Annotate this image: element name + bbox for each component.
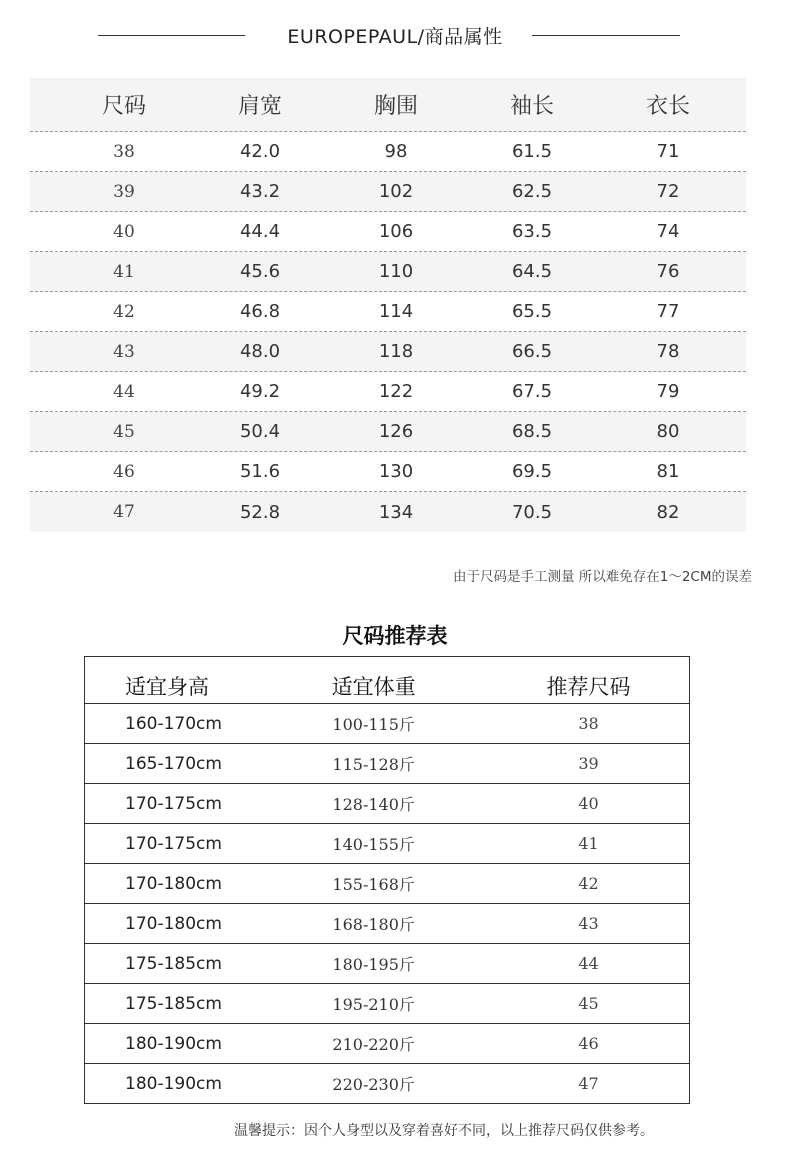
column-header-length: 衣长 xyxy=(645,94,690,119)
cell-shoulder: 52.8 xyxy=(239,501,281,523)
tip-note: 温馨提示：因个人身型以及穿着喜好不同，以上推荐尺码仅供参考。 xyxy=(234,1123,654,1139)
cell-shoulder: 46.8 xyxy=(239,301,281,322)
cell-length: 82 xyxy=(656,501,680,523)
cell-length: 72 xyxy=(656,181,680,202)
table-row xyxy=(30,212,746,252)
size-table-header xyxy=(30,78,746,132)
cell-weight: 195-210斤 xyxy=(332,995,415,1014)
cell-length: 74 xyxy=(656,221,680,242)
cell-length: 81 xyxy=(656,461,680,482)
column-header-sleeve: 袖长 xyxy=(509,94,554,119)
cell-chest: 134 xyxy=(378,501,414,523)
cell-size: 41 xyxy=(113,261,135,282)
cell-size: 42 xyxy=(113,301,135,322)
cell-sleeve: 61.5 xyxy=(511,141,553,162)
table-row xyxy=(30,292,746,332)
cell-chest: 110 xyxy=(378,261,414,282)
cell-recommended-size: 45 xyxy=(578,994,599,1013)
table-row xyxy=(85,783,689,823)
cell-recommended-size: 47 xyxy=(578,1074,599,1093)
cell-size: 44 xyxy=(113,381,135,402)
cell-shoulder: 45.6 xyxy=(239,261,281,282)
cell-height: 170-175cm xyxy=(125,833,222,854)
table-row xyxy=(85,983,689,1023)
cell-sleeve: 69.5 xyxy=(511,461,553,482)
cell-recommended-size: 41 xyxy=(578,834,599,853)
table-row xyxy=(30,252,746,292)
cell-chest: 106 xyxy=(378,221,414,242)
section-title: EUROPEPAUL/商品属性 xyxy=(287,26,503,48)
table-row xyxy=(30,132,746,172)
cell-recommended-size: 44 xyxy=(578,954,599,973)
cell-sleeve: 62.5 xyxy=(511,181,553,202)
cell-shoulder: 50.4 xyxy=(239,421,281,442)
table-row xyxy=(30,452,746,492)
table-row xyxy=(30,412,746,452)
cell-chest: 130 xyxy=(378,461,414,482)
cell-recommended-size: 39 xyxy=(578,754,599,773)
cell-sleeve: 66.5 xyxy=(511,341,553,362)
cell-recommended-size: 46 xyxy=(578,1034,599,1053)
cell-sleeve: 70.5 xyxy=(511,501,553,523)
cell-height: 170-180cm xyxy=(125,913,222,934)
cell-shoulder: 44.4 xyxy=(239,221,281,242)
column-header-size: 尺码 xyxy=(101,94,146,119)
cell-sleeve: 64.5 xyxy=(511,261,553,282)
cell-length: 78 xyxy=(656,341,680,362)
cell-chest: 102 xyxy=(378,181,414,202)
cell-sleeve: 63.5 xyxy=(511,221,553,242)
cell-length: 76 xyxy=(656,261,680,282)
column-header-weight: 适宜体重 xyxy=(331,675,416,699)
cell-height: 170-175cm xyxy=(125,793,222,814)
cell-size: 38 xyxy=(113,141,135,162)
cell-shoulder: 43.2 xyxy=(239,181,281,202)
cell-shoulder: 51.6 xyxy=(239,461,281,482)
cell-length: 77 xyxy=(656,301,680,322)
cell-recommended-size: 42 xyxy=(578,874,599,893)
cell-length: 80 xyxy=(656,421,680,442)
cell-chest: 122 xyxy=(378,381,414,402)
section-header xyxy=(0,22,790,50)
recommend-table xyxy=(84,656,690,1104)
cell-size: 47 xyxy=(113,502,135,522)
table-row xyxy=(85,743,689,783)
cell-recommended-size: 40 xyxy=(578,794,599,813)
cell-size: 45 xyxy=(113,421,135,442)
column-header-shoulder: 肩宽 xyxy=(237,94,282,119)
cell-height: 175-185cm xyxy=(125,953,222,974)
cell-weight: 180-195斤 xyxy=(332,955,415,974)
table-row xyxy=(85,823,689,863)
cell-size: 43 xyxy=(113,341,135,362)
cell-chest: 98 xyxy=(384,141,408,162)
recommend-title: 尺码推荐表 xyxy=(342,624,448,648)
cell-weight: 168-180斤 xyxy=(332,915,415,934)
table-row xyxy=(85,903,689,943)
table-row xyxy=(30,372,746,412)
cell-height: 180-190cm xyxy=(125,1073,222,1094)
cell-recommended-size: 43 xyxy=(578,914,599,933)
cell-height: 180-190cm xyxy=(125,1033,222,1054)
cell-weight: 155-168斤 xyxy=(332,875,415,894)
cell-sleeve: 68.5 xyxy=(511,421,553,442)
cell-size: 39 xyxy=(113,181,135,202)
header-rule-right xyxy=(532,35,680,36)
cell-sleeve: 67.5 xyxy=(511,381,553,402)
measurement-note: 由于尺码是手工测量 所以难免存在1～2CM的误差 xyxy=(452,569,752,585)
table-row xyxy=(30,492,746,532)
cell-shoulder: 42.0 xyxy=(239,141,281,162)
table-row xyxy=(85,943,689,983)
column-header-chest: 胸围 xyxy=(373,94,418,119)
cell-weight: 115-128斤 xyxy=(332,755,415,774)
cell-height: 175-185cm xyxy=(125,993,222,1014)
cell-size: 46 xyxy=(113,461,135,482)
column-header-height: 适宜身高 xyxy=(125,675,209,699)
cell-weight: 210-220斤 xyxy=(332,1035,415,1054)
table-row xyxy=(85,863,689,903)
cell-height: 170-180cm xyxy=(125,873,222,894)
cell-chest: 114 xyxy=(378,301,414,322)
cell-chest: 118 xyxy=(378,341,414,362)
cell-length: 79 xyxy=(656,381,680,402)
cell-height: 160-170cm xyxy=(125,713,222,734)
table-row xyxy=(30,172,746,212)
cell-height: 165-170cm xyxy=(125,753,222,774)
cell-weight: 140-155斤 xyxy=(332,835,415,854)
size-table xyxy=(30,78,746,532)
cell-sleeve: 65.5 xyxy=(511,301,553,322)
recommend-table-header xyxy=(85,657,689,703)
cell-chest: 126 xyxy=(378,421,414,442)
cell-length: 71 xyxy=(656,141,680,162)
cell-recommended-size: 38 xyxy=(578,714,599,733)
cell-weight: 100-115斤 xyxy=(332,715,415,734)
cell-size: 40 xyxy=(113,221,135,242)
column-header-recommended-size: 推荐尺码 xyxy=(546,675,631,699)
table-row xyxy=(30,332,746,372)
table-row xyxy=(85,1063,689,1103)
cell-weight: 128-140斤 xyxy=(332,795,415,814)
cell-weight: 220-230斤 xyxy=(332,1075,415,1094)
cell-shoulder: 49.2 xyxy=(239,381,281,402)
table-row xyxy=(85,1023,689,1063)
table-row xyxy=(85,703,689,743)
cell-shoulder: 48.0 xyxy=(239,341,281,362)
